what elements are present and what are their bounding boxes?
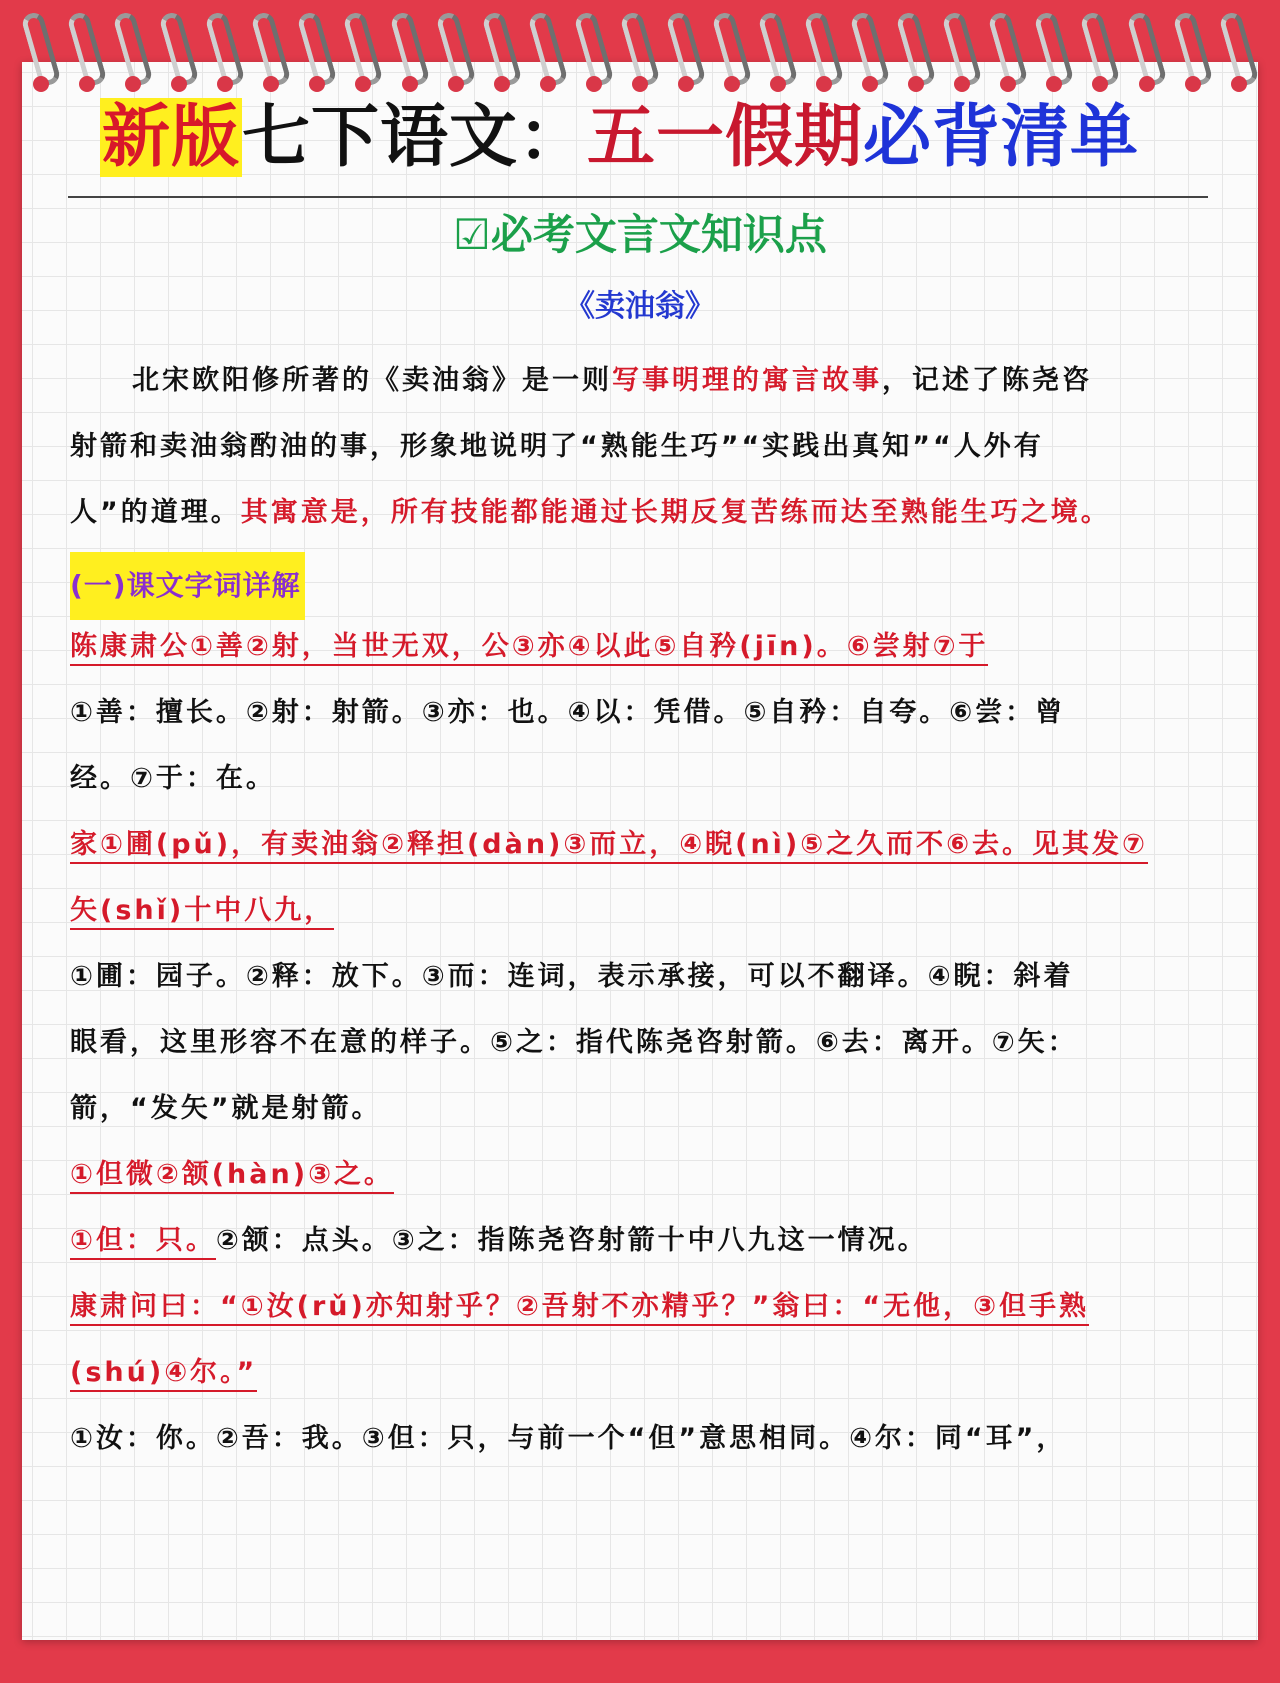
binding-hole [1231, 76, 1247, 92]
explanation-line: ①汝：你。②吾：我。③但：只，与前一个“但”意思相同。④尔：同“耳”， [70, 1423, 1067, 1454]
page-title [100, 80, 1200, 196]
explanation-line: ①圃：园子。②释：放下。③而：连词，表示承接，可以不翻译。④睨：斜着 [70, 961, 1074, 992]
title-course: 七下语文： [242, 98, 588, 177]
intro-line [70, 478, 1111, 548]
explanation-text: ②颔：点头。③之：指陈尧咨射箭十中八九这一情况。 [215, 1225, 928, 1256]
intro-moral: 其寓意是，所有技能都能通过长期反复苦练而达至熟能生巧之境。 [240, 497, 1111, 528]
binding-hole [770, 76, 786, 92]
binding-hole [33, 76, 49, 92]
source-line [70, 810, 1148, 880]
binding-hole [402, 76, 418, 92]
section-heading: (一)课文字词详解 [70, 552, 305, 620]
explanation-line [70, 1206, 928, 1276]
binding-hole [494, 76, 510, 92]
binding-hole [586, 76, 602, 92]
binding-hole [816, 76, 832, 92]
binding-hole [678, 76, 694, 92]
section-subtitle: ☑必考文言文知识点 [453, 210, 827, 259]
explanation-line: ①善：擅长。②射：射箭。③亦：也。④以：凭借。⑤自矜：自夸。⑥尝：曾 [70, 697, 1066, 728]
binding-hole [79, 76, 95, 92]
binding-hole [125, 76, 141, 92]
explanation-line: 箭，“发矢”就是射箭。 [70, 1093, 382, 1124]
source-line [70, 1272, 1089, 1342]
title-new-edition: 新版 [102, 98, 241, 177]
binding-hole [1139, 76, 1155, 92]
binding-hole [632, 76, 648, 92]
title-holiday: 五一假期 [587, 98, 864, 177]
explanation-highlight: ①但：只。 [70, 1225, 216, 1260]
intro-line: 射箭和卖油翁酌油的事，形象地说明了“熟能生巧”“实践出真知”“人外有 [70, 431, 1044, 462]
title-divider [68, 196, 1208, 198]
explanation-line: 经。⑦于：在。 [70, 763, 276, 794]
binding-hole [540, 76, 556, 92]
binding-hole [448, 76, 464, 92]
title-checklist: 必背清单 [863, 98, 1140, 177]
source-line [70, 1140, 394, 1210]
source-line [70, 876, 334, 946]
source-text: 康肃问曰：“①汝(rǔ)亦知射乎？②吾射不亦精乎？”翁曰：“无他，③但手熟 [70, 1291, 1089, 1326]
source-text: 矢(shǐ)十中八九， [70, 895, 334, 930]
intro-line [132, 346, 1092, 416]
source-text: 家①圃(pǔ)，有卖油翁②释担(dàn)③而立，④睨(nì)⑤之久而不⑥去。见其发⑦ [70, 829, 1148, 864]
intro-text: 北宋欧阳修所著的《卖油翁》是一则 [132, 365, 612, 396]
source-text: 陈康肃公①善②射，当世无双，公③亦④以此⑤自矜(jīn)。⑥尝射⑦于 [70, 631, 988, 666]
source-text: ①但微②颔(hàn)③之。 [70, 1159, 394, 1194]
explanation-line: 眼看，这里形容不在意的样子。⑤之：指代陈尧咨射箭。⑥去：离开。⑦矢： [70, 1027, 1078, 1058]
binding-hole [724, 76, 740, 92]
intro-highlight: 写事明理的寓言故事 [612, 365, 882, 396]
source-text: (shú)④尔。” [70, 1357, 257, 1392]
source-line [70, 1338, 257, 1408]
binding-hole [1185, 76, 1201, 92]
book-title: 《卖油翁》 [565, 289, 715, 324]
intro-text: 人”的道理。 [70, 497, 241, 528]
source-line [70, 612, 988, 682]
binding-hole [862, 76, 878, 92]
intro-text: ，记述了陈尧咨 [882, 365, 1092, 396]
